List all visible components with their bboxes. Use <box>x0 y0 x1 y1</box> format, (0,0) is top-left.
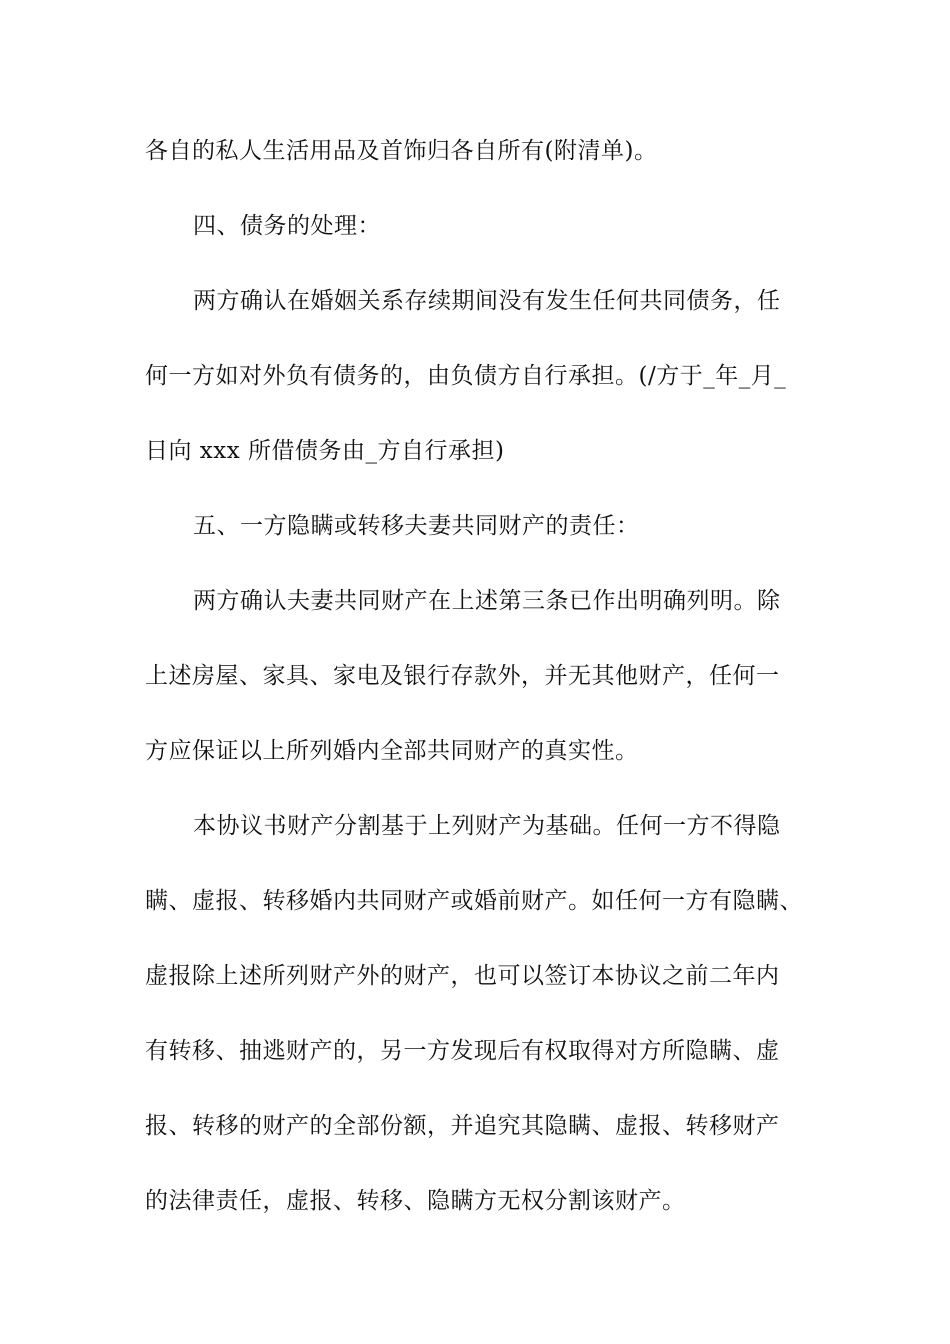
paragraph-line: 各自的私人生活用品及首饰归各自所有(附清单)。 <box>145 138 658 164</box>
paragraph-line: 方应保证以上所列婚内全部共同财产的真实性。 <box>145 738 639 764</box>
paragraph-line: 有转移、抽逃财产的，另一方发现后有权取得对方所隐瞒、虚 <box>145 1038 780 1064</box>
paragraph-line: 虚报除上述所列财产外的财产，也可以签订本协议之前二年内 <box>145 963 780 989</box>
paragraph-line: 本协议书财产分割基于上列财产为基础。任何一方不得隐 <box>193 813 781 839</box>
paragraph-line: 两方确认夫妻共同财产在上述第三条已作出明确列明。除 <box>193 588 781 614</box>
section-heading-debts: 四、债务的处理： <box>193 213 381 239</box>
paragraph-line: 两方确认在婚姻关系存续期间没有发生任何共同债务，任 <box>193 288 781 314</box>
section-heading-concealment: 五、一方隐瞒或转移夫妻共同财产的责任： <box>193 513 640 539</box>
paragraph-line: 报、转移的财产的全部份额，并追究其隐瞒、虚报、转移财产 <box>145 1113 780 1139</box>
paragraph-line: 日向 xxx 所借债务由_方自行承担) <box>145 438 505 464</box>
paragraph-line: 瞒、虚报、转移婚内共同财产或婚前财产。如任何一方有隐瞒、 <box>145 888 803 914</box>
paragraph-line: 何一方如对外负有债务的，由负债方自行承担。(/方于_年_月_ <box>145 363 787 389</box>
paragraph-line: 的法律责任，虚报、转移、隐瞒方无权分割该财产。 <box>145 1188 686 1214</box>
paragraph-line: 上述房屋、家具、家电及银行存款外，并无其他财产，任何一 <box>145 663 780 689</box>
